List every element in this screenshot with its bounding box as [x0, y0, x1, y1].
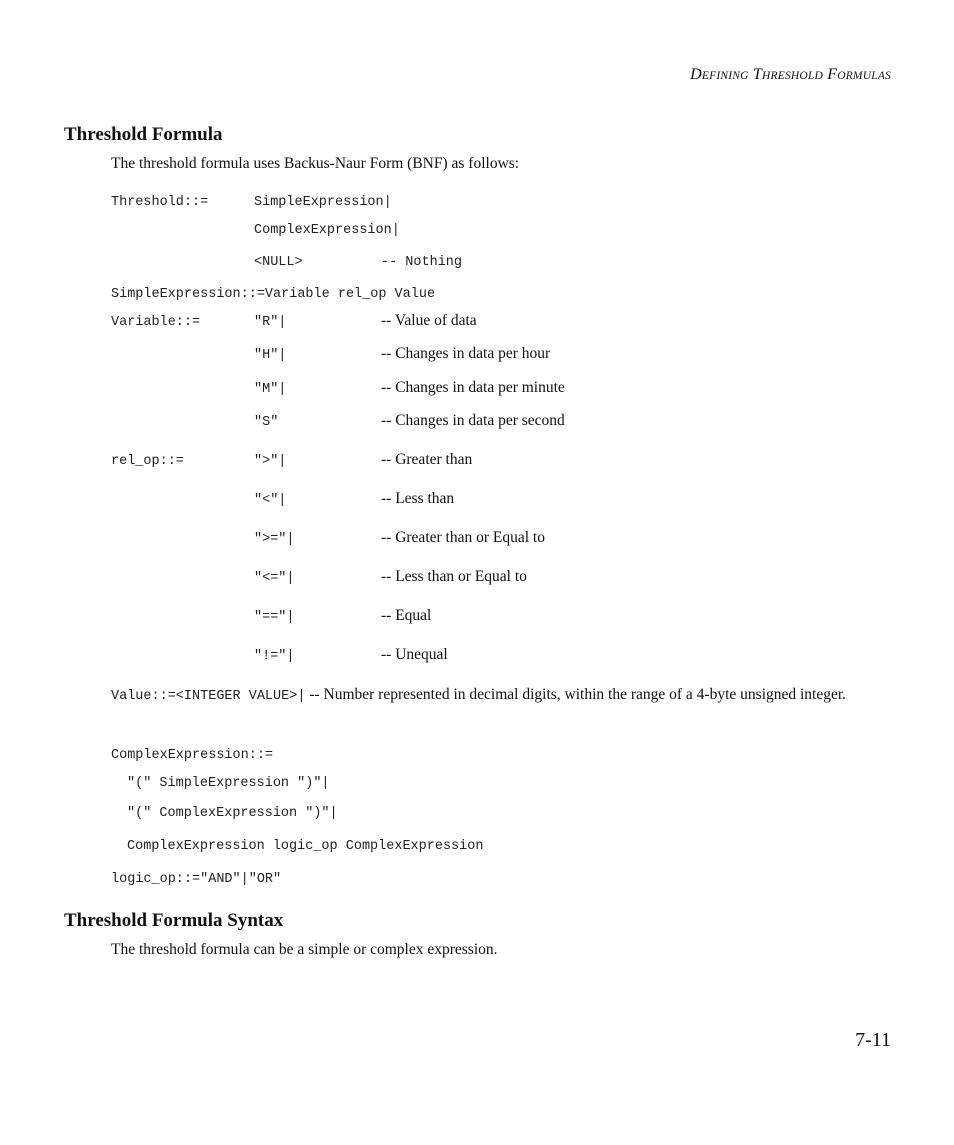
header-word-2: HRESHOLD: [762, 70, 824, 82]
relop-desc: -- Less than: [381, 490, 455, 507]
relop-desc: -- Greater than: [381, 451, 473, 468]
intro-paragraph: The threshold formula uses Backus-Naur Form (BNF) as follows:: [111, 155, 520, 172]
relop-desc: -- Equal: [381, 607, 432, 624]
relop-token: "=="|: [254, 610, 295, 625]
syntax-paragraph: The threshold formula can be a simple or complex expression.: [111, 941, 498, 958]
variable-desc: -- Value of data: [381, 312, 477, 329]
threshold-option: SimpleExpression|: [254, 195, 392, 210]
relop-token: "!="|: [254, 649, 295, 664]
complex-option: "(" SimpleExpression ")"|: [127, 776, 330, 791]
complex-option: "(" ComplexExpression ")"|: [127, 806, 338, 821]
variable-desc: -- Changes in data per second: [381, 412, 565, 429]
running-header: [690, 66, 891, 84]
variable-desc: -- Changes in data per hour: [381, 345, 551, 362]
header-word-1: EFINING: [701, 70, 749, 82]
variable-label: Variable::=: [111, 315, 201, 330]
variable-token: "H"|: [254, 348, 287, 363]
header-word-3: ORMULAS: [837, 70, 891, 82]
header-cap-2: T: [752, 66, 762, 83]
value-desc: -- Number represented in decimal digits, within the range of a 4-byte unsigned integer.: [305, 686, 847, 703]
header-cap-1: D: [690, 66, 702, 83]
value-definition: [111, 684, 891, 708]
logic-op-def: logic_op::="AND"|"OR": [111, 872, 282, 887]
relop-desc: -- Unequal: [381, 646, 448, 663]
section-title-syntax: Threshold Formula Syntax: [64, 910, 284, 931]
threshold-label: Threshold::=: [111, 195, 209, 210]
threshold-option: ComplexExpression|: [254, 223, 400, 238]
variable-token: "S": [254, 415, 279, 430]
relop-token: "<"|: [254, 493, 287, 508]
relop-desc: -- Greater than or Equal to: [381, 529, 545, 546]
variable-token: "R"|: [254, 315, 287, 330]
relop-token: "<="|: [254, 571, 295, 586]
relop-label: rel_op::=: [111, 454, 184, 469]
relop-token: ">="|: [254, 532, 295, 547]
threshold-option-comment: -- Nothing: [381, 255, 463, 270]
threshold-option: <NULL>: [254, 255, 303, 270]
variable-token: "M"|: [254, 382, 287, 397]
complex-expression-label: ComplexExpression::=: [111, 748, 274, 763]
relop-token: ">"|: [254, 454, 287, 469]
header-cap-3: F: [827, 66, 838, 83]
section-title-threshold-formula: Threshold Formula: [64, 124, 223, 145]
simple-expression-def: SimpleExpression::=Variable rel_op Value: [111, 287, 436, 302]
complex-option: ComplexExpression logic_op ComplexExpression: [127, 839, 484, 854]
relop-desc: -- Less than or Equal to: [381, 568, 527, 585]
variable-desc: -- Changes in data per minute: [381, 379, 565, 396]
page-number: 7-11: [855, 1029, 891, 1051]
value-code: Value::=<INTEGER VALUE>|: [111, 689, 306, 704]
